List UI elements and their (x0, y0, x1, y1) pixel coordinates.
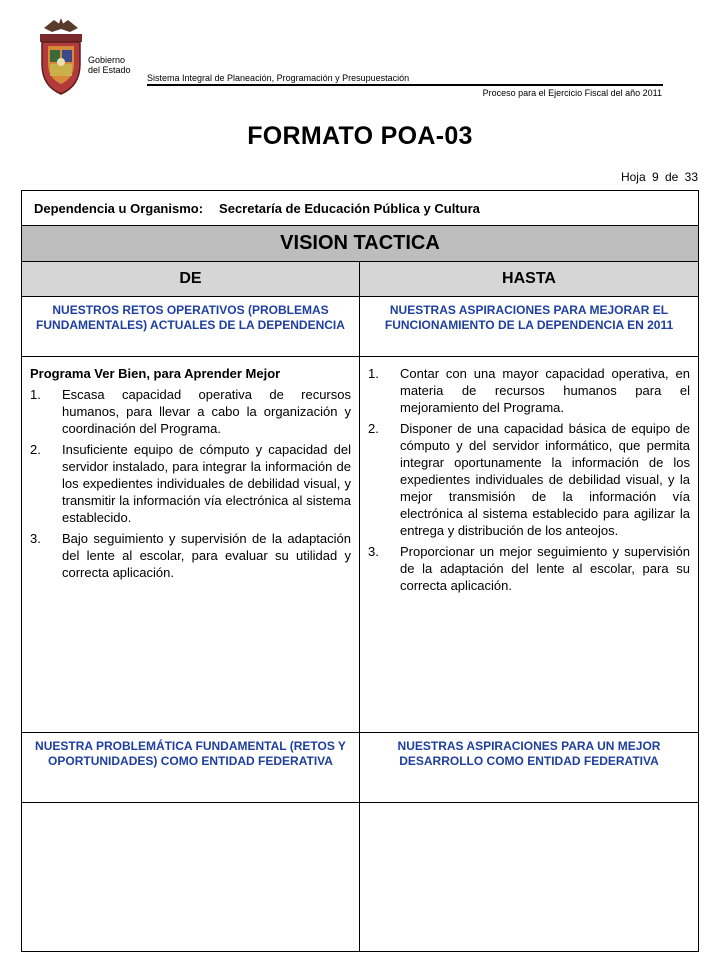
list-item: 3. Bajo seguimiento y supervisión de la adaptación del lente al escolar, para evaluar su utilidad y correcta aplicación. (30, 531, 351, 580)
state-aspirations-cell (360, 803, 698, 952)
operational-challenges-heading: NUESTROS RETOS OPERATIVOS (PROBLEMAS FUNDAMENTALES) ACTUALES DE LA DEPENDENCIA (22, 297, 360, 356)
state-problems-cell (22, 803, 360, 952)
government-label: Gobierno del Estado (88, 55, 131, 75)
challenges-list (30, 386, 351, 581)
dependency-row (22, 191, 698, 226)
section1-headings (22, 297, 698, 357)
document-header (0, 0, 720, 110)
list-item: 2. Insuficiente equipo de cómputo y capacidad del servidor instalado, para integrar la información de los expedientes individuales de debilidad visual, y transmitir la información vía electrónica al sistema establecido. (30, 442, 351, 525)
list-item: 3. Proporcionar un mejor seguimiento y supervisión de la adaptación del lente al escolar, para su correcta aplicación. (368, 544, 690, 593)
dependency-label: Dependencia u Organismo: (34, 200, 204, 216)
dependency-value: Secretaría de Educación Pública y Cultura (219, 200, 480, 216)
sheet-number: Hoja 9 de 33 (620, 170, 698, 184)
column-de: DE (22, 262, 360, 296)
aspirations-cell (360, 357, 698, 732)
state-seal-icon (36, 16, 86, 96)
section2-headings (22, 733, 698, 803)
challenges-cell (22, 357, 360, 732)
column-hasta: HASTA (502, 270, 556, 287)
list-item: 1. Contar con una mayor capacidad operativa, en materia de recursos humanos para el mejoramiento del Programa. (368, 366, 690, 415)
vision-title: VISION TACTICA (22, 226, 698, 262)
state-problems-heading: NUESTRA PROBLEMÁTICA FUNDAMENTAL (RETOS Y OPORTUNIDADES) COMO ENTIDAD FEDERATIVA (22, 733, 360, 802)
section1-body (22, 357, 698, 733)
aspirations-heading: NUESTRAS ASPIRACIONES PARA MEJORAR EL FUNCIONAMIENTO DE LA DEPENDENCIA EN 2011 (384, 303, 674, 332)
list-item: 2. Disponer de una capacidad básica de equipo de cómputo y del servidor informático, que permita integrar oportunamente la información de los expedientes individuales de debilidad visual, y la mejor transmisión de la información vía electrónica al sistema establecido para agilizar la entrega y distribución de los anteojos. (368, 421, 690, 538)
program-name: Programa Ver Bien, para Aprender Mejor (30, 366, 281, 381)
aspirations-list (368, 365, 690, 594)
fiscal-process: Proceso para el Ejercicio Fiscal del año 2011 (482, 88, 662, 98)
section2-body (22, 803, 698, 952)
state-aspirations-heading: NUESTRAS ASPIRACIONES PARA UN MEJOR DESARROLLO COMO ENTIDAD FEDERATIVA (397, 739, 661, 768)
header-rule (147, 84, 663, 86)
system-name: Sistema Integral de Planeación, Programación y Presupuestación (147, 73, 410, 83)
list-item: 1. Escasa capacidad operativa de recursos humanos, para llevar a cabo la organización y coordinación del Programa. (30, 387, 351, 436)
page-title: FORMATO POA-03 (247, 122, 473, 150)
column-headers (22, 262, 698, 297)
poa-form-table (21, 190, 699, 952)
